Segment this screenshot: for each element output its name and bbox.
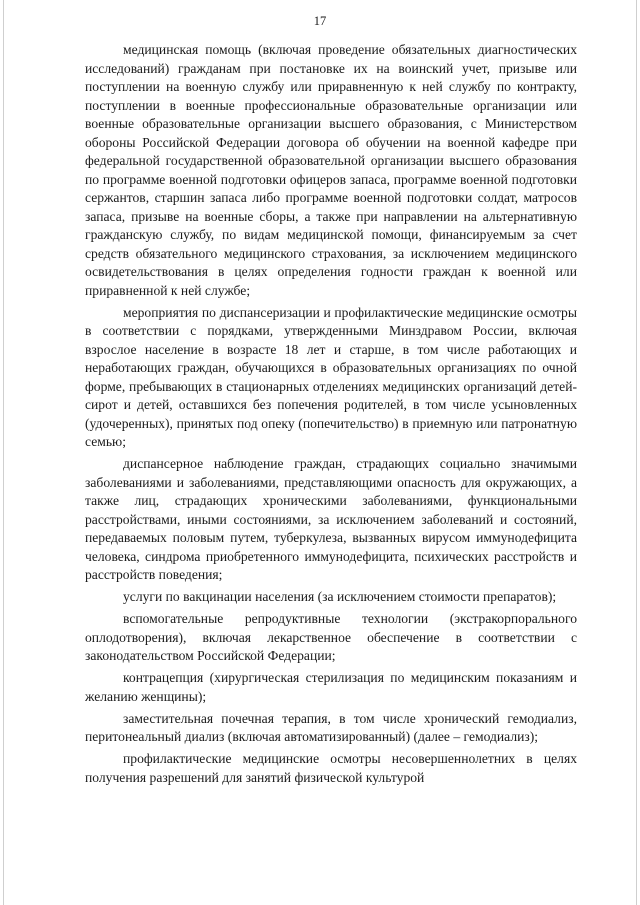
paragraph-minor-examinations: профилактические медицинские осмотры несовершеннолетних в целях получения разрешений для занятий физической культурой — [85, 751, 577, 785]
page-number: 17 — [313, 14, 327, 28]
paragraph-renal-therapy: заместительная почечная терапия, в том числе хронический гемодиализ, перитонеальный диализ (включая автоматизированный) (далее – гемодиализ); — [85, 710, 577, 744]
paragraph-contraception: контрацепция (хирургическая стерилизация по медицинским показаниям и желанию женщины); — [85, 670, 577, 704]
paragraph-dispensary-observation: диспансерное наблюдение граждан, страдающих социально значимыми заболеваниями и заболеваниями, представляющими опасность для окружающих, а также лиц, страдающих хроническими заболеваниями, функциональными расстройствами, иными состояниями, за исключением заболеваний и состояний, передаваемых половым путем, туберкулеза, вызванных вирусом иммунодефицита человека, синдрома приобретенного иммунодефицита, психических расстройств и расстройств поведения; — [85, 456, 577, 582]
paragraph-dispensarization: мероприятия по диспансеризации и профилактические медицинские осмотры в соответствии с порядками, утвержденными Минздравом России, включая взрослое население в возрасте 18 лет и старше, в том числе работающих и неработающих граждан, обучающихся в образовательных организациях по очной форме, пребывающих в стационарных отделениях медицинских организаций детей-сирот и детей, оставшихся без попечения родителей, в том числе усыновленных (удочеренных), принятых под опеку (попечительство) в приемную или патронатную семью; — [85, 304, 577, 449]
scan-edge-left — [3, 0, 4, 905]
paragraph-reproductive-technologies: вспомогательные репродуктивные технологии (экстракорпорального оплодотворения), включая лекарственное обеспечение в соответствии с законодательством Российской Федерации; — [85, 611, 577, 663]
paragraph-military-medical-care: медицинская помощь (включая проведение обязательных диагностических исследований) гражданам при постановке их на воинский учет, призыве или поступлении на военную службу или приравненную к ней службу по контракту, поступлении в военные профессиональные образовательные организации или военные образовательные организации высшего образования, с Министерством обороны Российской Федерации договора об обучении на военной кафедре при федеральной государственной образовательной организации высшего образования по программе военной подготовки офицеров запаса, программе военной подготовки сержантов, старшин запаса либо программе военной подготовки солдат, матросов запаса, призыве на военные сборы, а также при направлении на альтернативную гражданскую службу, по видам медицинской помощи, финансируемым за счет средств обязательного медицинского страхования, за исключением медицинского освидетельствования в целях определения годности граждан к военной или приравненной к ней службе; — [85, 42, 577, 298]
scan-edge-right — [636, 0, 637, 905]
document-body — [85, 41, 577, 791]
paragraph-vaccination: услуги по вакцинации населения (за исключением стоимости препаратов); — [123, 589, 557, 604]
